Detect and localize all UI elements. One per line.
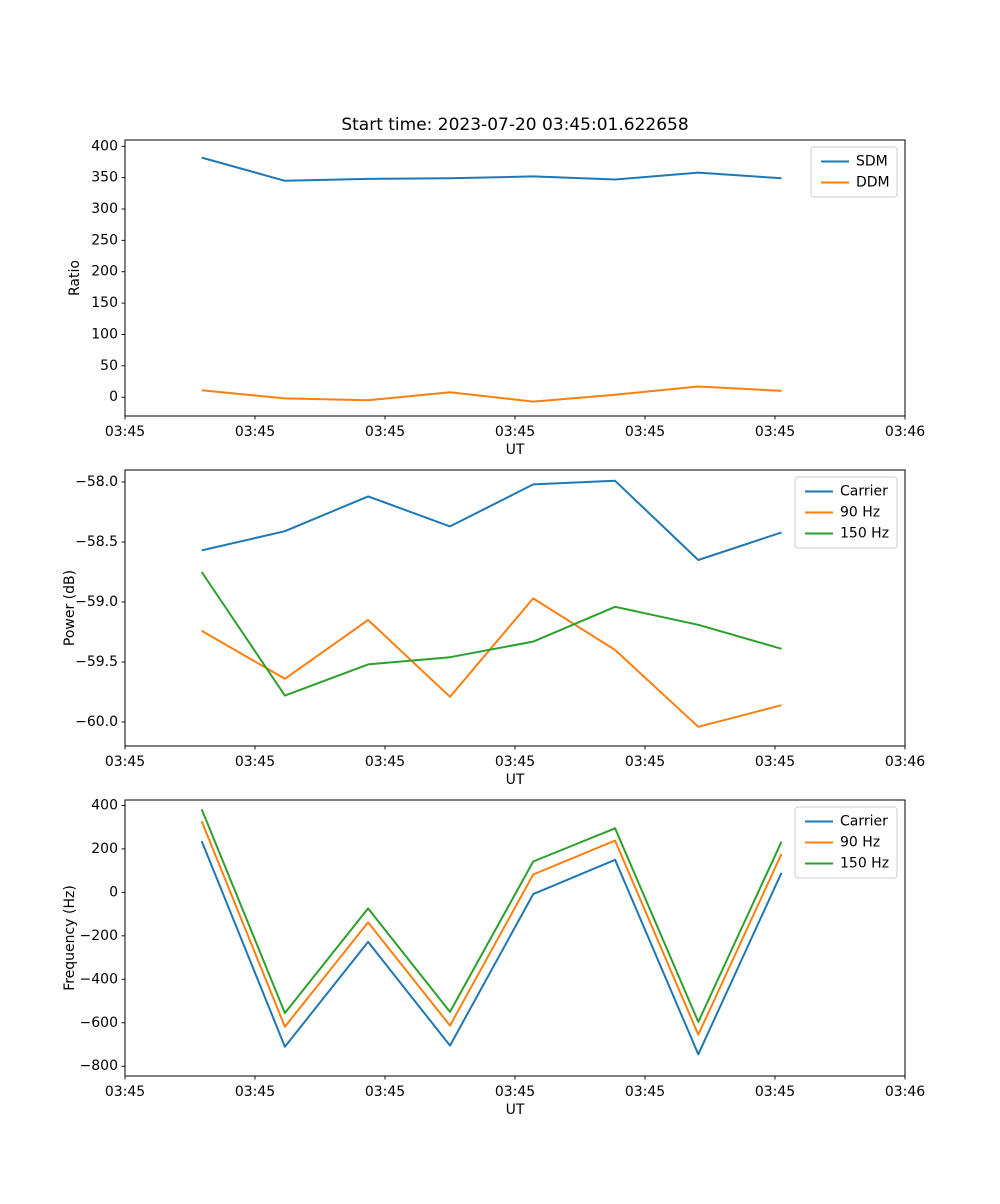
y-axis-label: Power (dB) — [62, 569, 78, 647]
x-tick-label: 03:46 — [884, 754, 926, 770]
x-tick-label: 03:45 — [104, 424, 146, 440]
y-tick-label: −59.0 — [75, 594, 118, 610]
legend-label: SDM — [856, 153, 888, 170]
legend-label: 90 Hz — [840, 834, 881, 851]
legend-label: 150 Hz — [840, 525, 890, 542]
x-tick-label: 03:45 — [494, 1084, 536, 1100]
x-tick-label: 03:45 — [364, 424, 406, 440]
y-tick-label: −58.0 — [75, 474, 118, 490]
line-sdm — [202, 158, 782, 181]
x-tick-label: 03:45 — [234, 1084, 276, 1100]
legend-label: Carrier — [840, 483, 888, 500]
x-tick-label: 03:45 — [624, 754, 666, 770]
y-tick-label: 350 — [91, 169, 118, 186]
subplot-power — [62, 470, 925, 788]
legend-label: Carrier — [840, 813, 888, 830]
axes-frame — [125, 140, 905, 416]
chart-title: Start time: 2023-07-20 03:45:01.622658 — [341, 115, 689, 135]
line-150-hz — [202, 809, 782, 1022]
y-tick-label: −60.0 — [75, 714, 118, 730]
subplot-ratio — [67, 115, 925, 458]
x-axis-label: UT — [505, 1102, 525, 1118]
legend — [795, 807, 897, 878]
x-tick-label: 03:46 — [884, 1084, 926, 1100]
y-tick-label: −600 — [79, 1014, 118, 1031]
x-tick-label: 03:45 — [364, 754, 406, 770]
y-tick-label: −58.5 — [75, 534, 118, 550]
axes-frame — [125, 470, 905, 746]
y-tick-label: 100 — [91, 326, 118, 343]
y-axis-label: Ratio — [67, 260, 83, 296]
y-tick-label: −59.5 — [75, 654, 118, 670]
x-tick-label: 03:45 — [754, 754, 796, 770]
x-tick-label: 03:45 — [104, 754, 146, 770]
x-tick-label: 03:45 — [364, 1084, 406, 1100]
y-axis-label: Frequency (Hz) — [62, 885, 78, 991]
y-tick-label: 250 — [91, 232, 118, 249]
y-tick-label: 200 — [91, 840, 118, 857]
y-tick-label: 50 — [100, 357, 118, 374]
y-tick-label: 200 — [91, 263, 118, 280]
y-tick-label: 300 — [91, 201, 118, 217]
x-axis-label: UT — [505, 442, 525, 458]
x-tick-label: 03:45 — [104, 1084, 146, 1100]
axes-frame — [125, 800, 905, 1076]
y-tick-label: 400 — [91, 797, 118, 814]
x-tick-label: 03:45 — [624, 1084, 666, 1100]
y-tick-label: −800 — [79, 1058, 118, 1075]
x-tick-label: 03:45 — [754, 424, 796, 440]
legend-label: 150 Hz — [840, 855, 890, 872]
y-tick-label: −200 — [79, 927, 118, 944]
y-tick-label: 0 — [109, 389, 118, 406]
subplot-frequency — [62, 797, 925, 1118]
line-90-hz — [202, 821, 782, 1034]
y-tick-label: 400 — [91, 138, 118, 155]
x-tick-label: 03:45 — [234, 754, 276, 770]
x-tick-label: 03:45 — [754, 1084, 796, 1100]
line-ddm — [202, 387, 782, 402]
legend-label: 90 Hz — [840, 504, 881, 521]
line-carrier — [202, 481, 782, 560]
y-tick-label: 0 — [109, 884, 118, 901]
x-tick-label: 03:46 — [884, 424, 926, 440]
x-tick-label: 03:45 — [234, 424, 276, 440]
x-tick-label: 03:45 — [494, 754, 536, 770]
x-tick-label: 03:45 — [624, 424, 666, 440]
line-90-hz — [202, 598, 782, 726]
x-axis-label: UT — [505, 772, 525, 788]
legend — [811, 147, 897, 197]
y-tick-label: −400 — [79, 971, 118, 988]
x-tick-label: 03:45 — [494, 424, 536, 440]
y-tick-label: 150 — [91, 295, 118, 312]
legend-label: DDM — [856, 174, 890, 191]
legend — [795, 477, 897, 548]
